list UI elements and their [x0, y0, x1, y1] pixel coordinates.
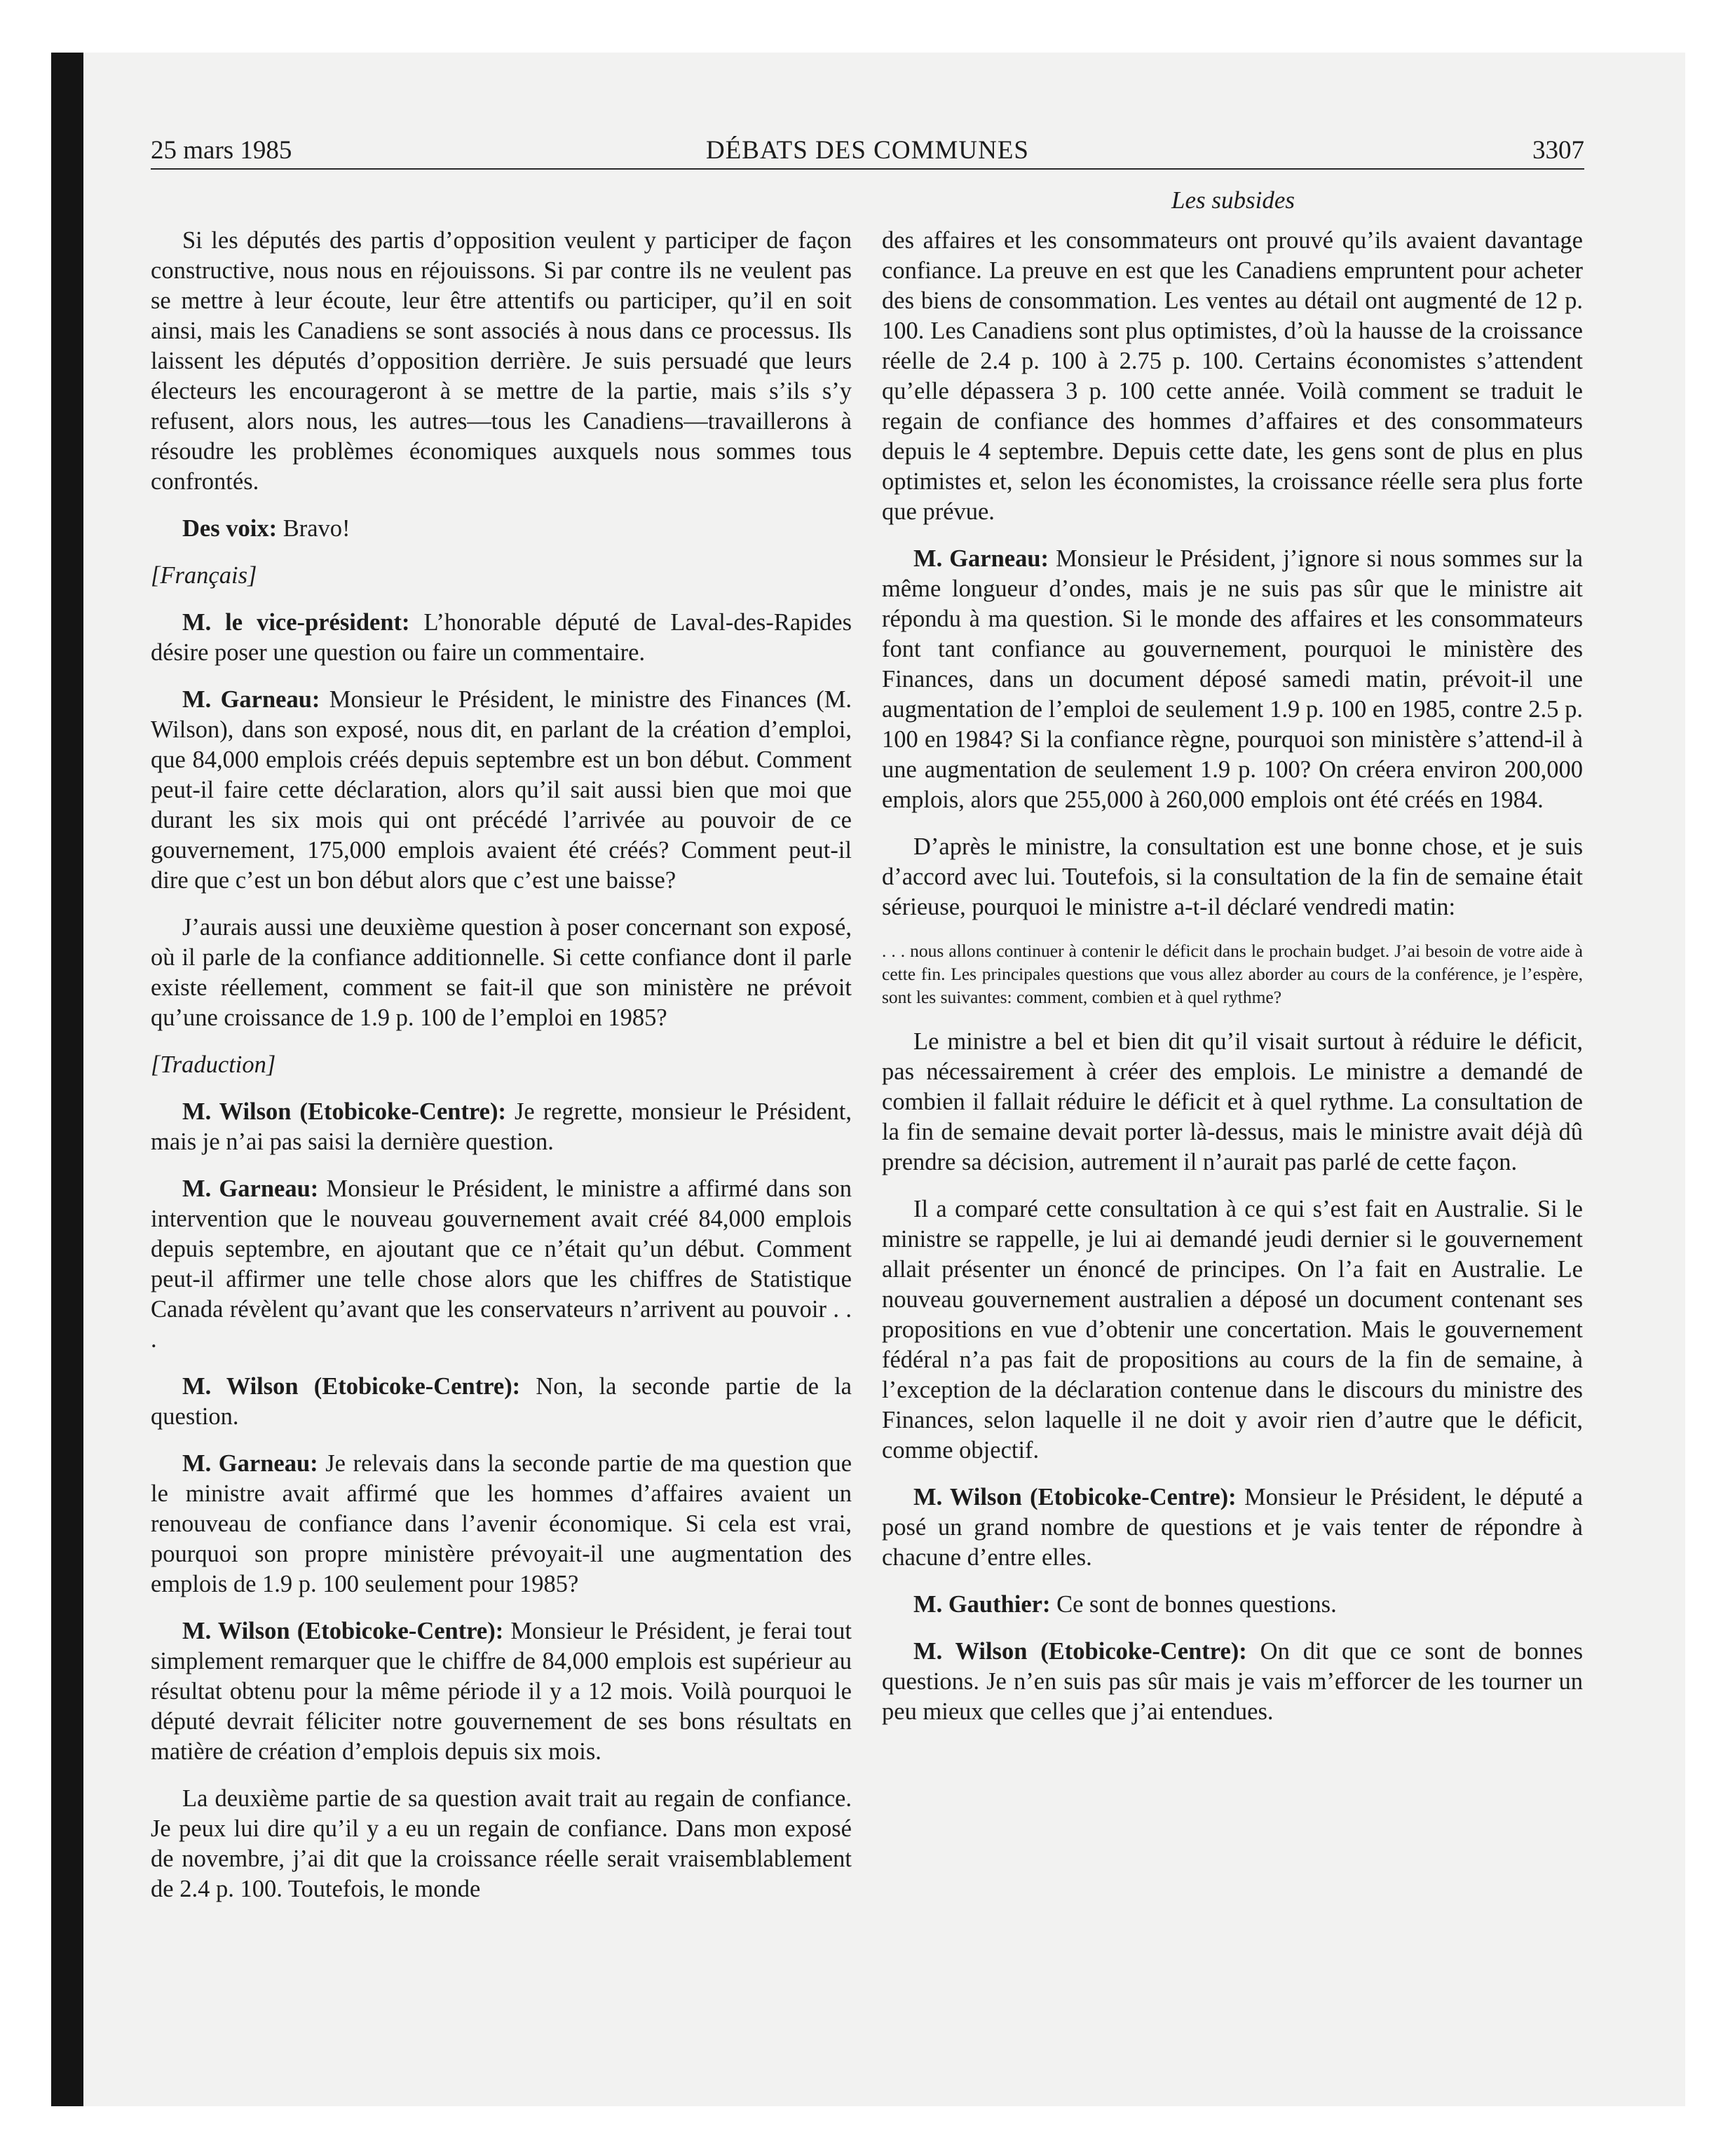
paragraph-text: Monsieur le Président, j’ignore si nous sommes sur la même longueur d’ondes, mais je ne suis pas sûr que le ministre ait répondu à ma question. Si le monde des affaires et les consommateurs font tant confiance au gouvernement, pourquoi le ministère des Finances, dans un document déposé samedi matin, prévoit-il une augmentation de l’emploi de seulement 1.9 p. 100 en 1985, contre 2.5 p. 100 en 1984? Si la confiance règne, pourquoi son ministère s’attend-il à une augmentation de seulement 1.9 p. 100? On créera environ 200,000 emplois, alors que 255,000 à 260,000 emplois ont été créés en 1984. [882, 545, 1583, 813]
speech-paragraph [151, 685, 852, 896]
paragraph-text: des affaires et les consommateurs ont prouvé qu’ils avaient davantage confiance. La preuve en est que les Canadiens empruntent pour acheter des biens de consommation. Les ventes au détail ont augmenté de 12 p. 100. Les Canadiens sont plus optimistes, d’où la hausse de la croissance réelle de 2.4 p. 100 à 2.75 p. 100. Certains économistes s’attendent qu’elle dépassera 3 p. 100 cette année. Voilà comment se traduit le regain de confiance des hommes d’affaires et des consommateurs depuis le 4 septembre. Depuis cette date, les gens sont de plus en plus optimistes et, selon les économistes, la croissance réelle sera plus forte que prévue. [882, 227, 1583, 525]
paragraph-text: Je regrette, monsieur le Président, mais je n’ai pas saisi la dernière question. [151, 1098, 852, 1155]
speech-paragraph [882, 1637, 1583, 1727]
paragraph-text: Bravo! [277, 515, 351, 542]
paragraph-text: Le ministre a bel et bien dit qu’il visait surtout à réduire le déficit, pas nécessairement à créer des emplois. Le ministre a demandé de combien il fallait réduire le déficit et à quel rythme. La consultation de la fin de semaine devait porter là-dessus, mais le ministre avait déjà dû prendre sa décision, autrement il n’aurait pas parlé de cette façon. [882, 1028, 1583, 1175]
paragraph-text: Non, la seconde partie de la question. [151, 1373, 852, 1430]
speech-paragraph [151, 1616, 852, 1767]
paragraph-text: Ce sont de bonnes questions. [1050, 1591, 1337, 1618]
speaker-name: M. Wilson (Etobicoke-Centre): [182, 1098, 506, 1125]
paragraph-text: D’après le ministre, la consultation est une bonne chose, et je suis d’accord avec lui. Toutefois, si la consultation de la fin de semaine était sérieuse, pourquoi le ministre a-t-il déclaré vendredi matin: [882, 833, 1583, 920]
text-paragraph [882, 832, 1583, 922]
paragraph-text: Si les députés des partis d’opposition veulent y participer de façon constructive, nous nous en réjouissons. Si par contre ils ne veulent pas se mettre à leur écoute, leur être attentifs ou participer, qu’il en soit ainsi, mais les Canadiens se sont associés à nous dans ce processus. Ils laissent les députés d’opposition derrière. Je suis persuadé que leurs électeurs les encourageront à se mettre de la partie, mais s’ils s’y refusent, alors nous, les autres—tous les Canadiens—travaillerons à résoudre les problèmes économiques auxquels nous sommes tous confrontés. [151, 227, 852, 495]
speech-paragraph [151, 608, 852, 668]
paragraph-text: Monsieur le Président, le ministre des Finances (M. Wilson), dans son exposé, nous dit, en parlant de la création d’emploi, que 84,000 emplois créés depuis septembre est un bon début. Comment peut-il faire cette déclaration, alors qu’il sait aussi bien que moi que durant les six mois qui ont précédé l’arrivée au pouvoir de ce gouvernement, 175,000 emplois avaient été créés? Comment peut-il dire que c’est un bon début alors que c’est une baisse? [151, 686, 852, 894]
paragraph-text: Je relevais dans la seconde partie de ma question que le ministre avait affirmé que les hommes d’affaires avaient un renouveau de confiance dans l’avenir économique. Si cela est vrai, pourquoi son propre ministère prévoyait-il une augmentation des emplois de 1.9 p. 100 seulement pour 1985? [151, 1450, 852, 1597]
speaker-name: M. Garneau: [182, 1450, 318, 1477]
text-paragraph [882, 1027, 1583, 1178]
left-column [151, 226, 852, 1921]
text-paragraph [882, 226, 1583, 527]
paragraph-text: On dit que ce sont de bonnes questions. Je n’en suis pas sûr mais je vais m’efforcer de les tourner un peu mieux que celles que j’ai entendues. [882, 1638, 1584, 1725]
language-tag: [Traduction] [151, 1051, 276, 1078]
speaker-name: M. Wilson (Etobicoke-Centre): [182, 1373, 521, 1400]
speech-paragraph [151, 1174, 852, 1355]
speaker-name: M. Garneau: [913, 545, 1049, 572]
header-title: DÉBATS DES COMMUNES [705, 136, 1029, 165]
speech-paragraph [151, 1097, 852, 1157]
paragraph-text: J’aurais aussi une deuxième question à poser concernant son exposé, où il parle de la confiance additionnelle. Si cette confiance dont il parle existe réellement, comment se fait-il que son ministère ne prévoit qu’une croissance de 1.9 p. 100 de l’emploi en 1985? [151, 914, 852, 1031]
speaker-name: M. Gauthier: [913, 1591, 1051, 1618]
speech-paragraph [882, 544, 1583, 815]
right-column [882, 226, 1583, 1744]
speaker-name: M. Wilson (Etobicoke-Centre): [913, 1484, 1237, 1510]
text-paragraph [151, 1784, 852, 1904]
paragraph-text: La deuxième partie de sa question avait trait au regain de confiance. Je peux lui dire qu’il y a eu un regain de confiance. Dans mon exposé de novembre, j’ai dit que la croissance réelle serait vraisemblablement de 2.4 p. 100. Toutefois, le monde [151, 1785, 852, 1902]
speech-paragraph [151, 514, 852, 544]
paragraph-text: Monsieur le Président, le député a posé un grand nombre de questions et je vais tenter de répondre à chacune d’entre elles. [882, 1484, 1583, 1571]
speaker-name: M. Wilson (Etobicoke-Centre): [913, 1638, 1247, 1665]
paragraph-text: L’honorable député de Laval-des-Rapides désire poser une question ou faire un commentaire. [151, 609, 852, 666]
section-subheading: Les subsides [1171, 186, 1295, 214]
text-paragraph [882, 1194, 1583, 1466]
speech-paragraph [882, 1590, 1583, 1620]
header-page-number: 3307 [1532, 136, 1584, 165]
speech-paragraph [882, 1482, 1583, 1573]
speaker-name: Des voix: [182, 515, 278, 542]
page-header [151, 135, 1584, 168]
header-date: 25 mars 1985 [151, 136, 292, 165]
block-quote: . . . nous allons continuer à contenir le déficit dans le prochain budget. J’ai besoin de votre aide à cette fin. Les principales questions que vous allez aborder au cours de la conférence, je l’espère, sont les suivantes: comment, combien et à quel rythme? [882, 941, 1583, 1007]
speech-paragraph [151, 1372, 852, 1432]
speaker-name: M. Wilson (Etobicoke-Centre): [182, 1618, 504, 1644]
language-tag: [Français] [151, 562, 257, 589]
speaker-name: M. Garneau: [182, 1175, 319, 1202]
text-paragraph [151, 913, 852, 1033]
paragraph-text: Monsieur le Président, le ministre a affirmé dans son intervention que le nouveau gouvernement avait créé 84,000 emplois depuis septembre, en ajoutant que ce n’était qu’un début. Comment peut-il affirmer une telle chose alors que les chiffres de Statistique Canada révèlent qu’avant que les conservateurs n’arrivent au pouvoir . . . [151, 1175, 852, 1353]
speaker-name: M. le vice-président: [182, 609, 410, 636]
paragraph-text: Il a comparé cette consultation à ce qui s’est fait en Australie. Si le ministre se rappelle, je lui ai demandé jeudi dernier si le gouvernement allait présenter un énoncé de principes. On l’a fait en Australie. Le nouveau gouvernement australien a déposé un document contenant ses propositions en vue d’obtenir une concertation. Mais le gouvernement fédéral n’a pas fait de propositions au cours de la fin de semaine, à l’exception de la déclaration contenue dans le discours du ministre des Finances, selon laquelle il ne doit y avoir rien d’autre que le déficit, comme objectif. [882, 1196, 1583, 1464]
speaker-name: M. Garneau: [182, 686, 320, 713]
header-rule [151, 168, 1584, 170]
speech-paragraph [151, 1449, 852, 1599]
paragraph-text: Monsieur le Président, je ferai tout simplement remarquer que le chiffre de 84,000 emplois est supérieur au résultat obtenu pour la même période il y a 12 mois. Voilà pourquoi le député devrait féliciter notre gouvernement de ses bons résultats en matière de création d’emplois depuis six mois. [151, 1618, 852, 1765]
scan-edge-bar [51, 53, 83, 2106]
text-paragraph [151, 226, 852, 497]
